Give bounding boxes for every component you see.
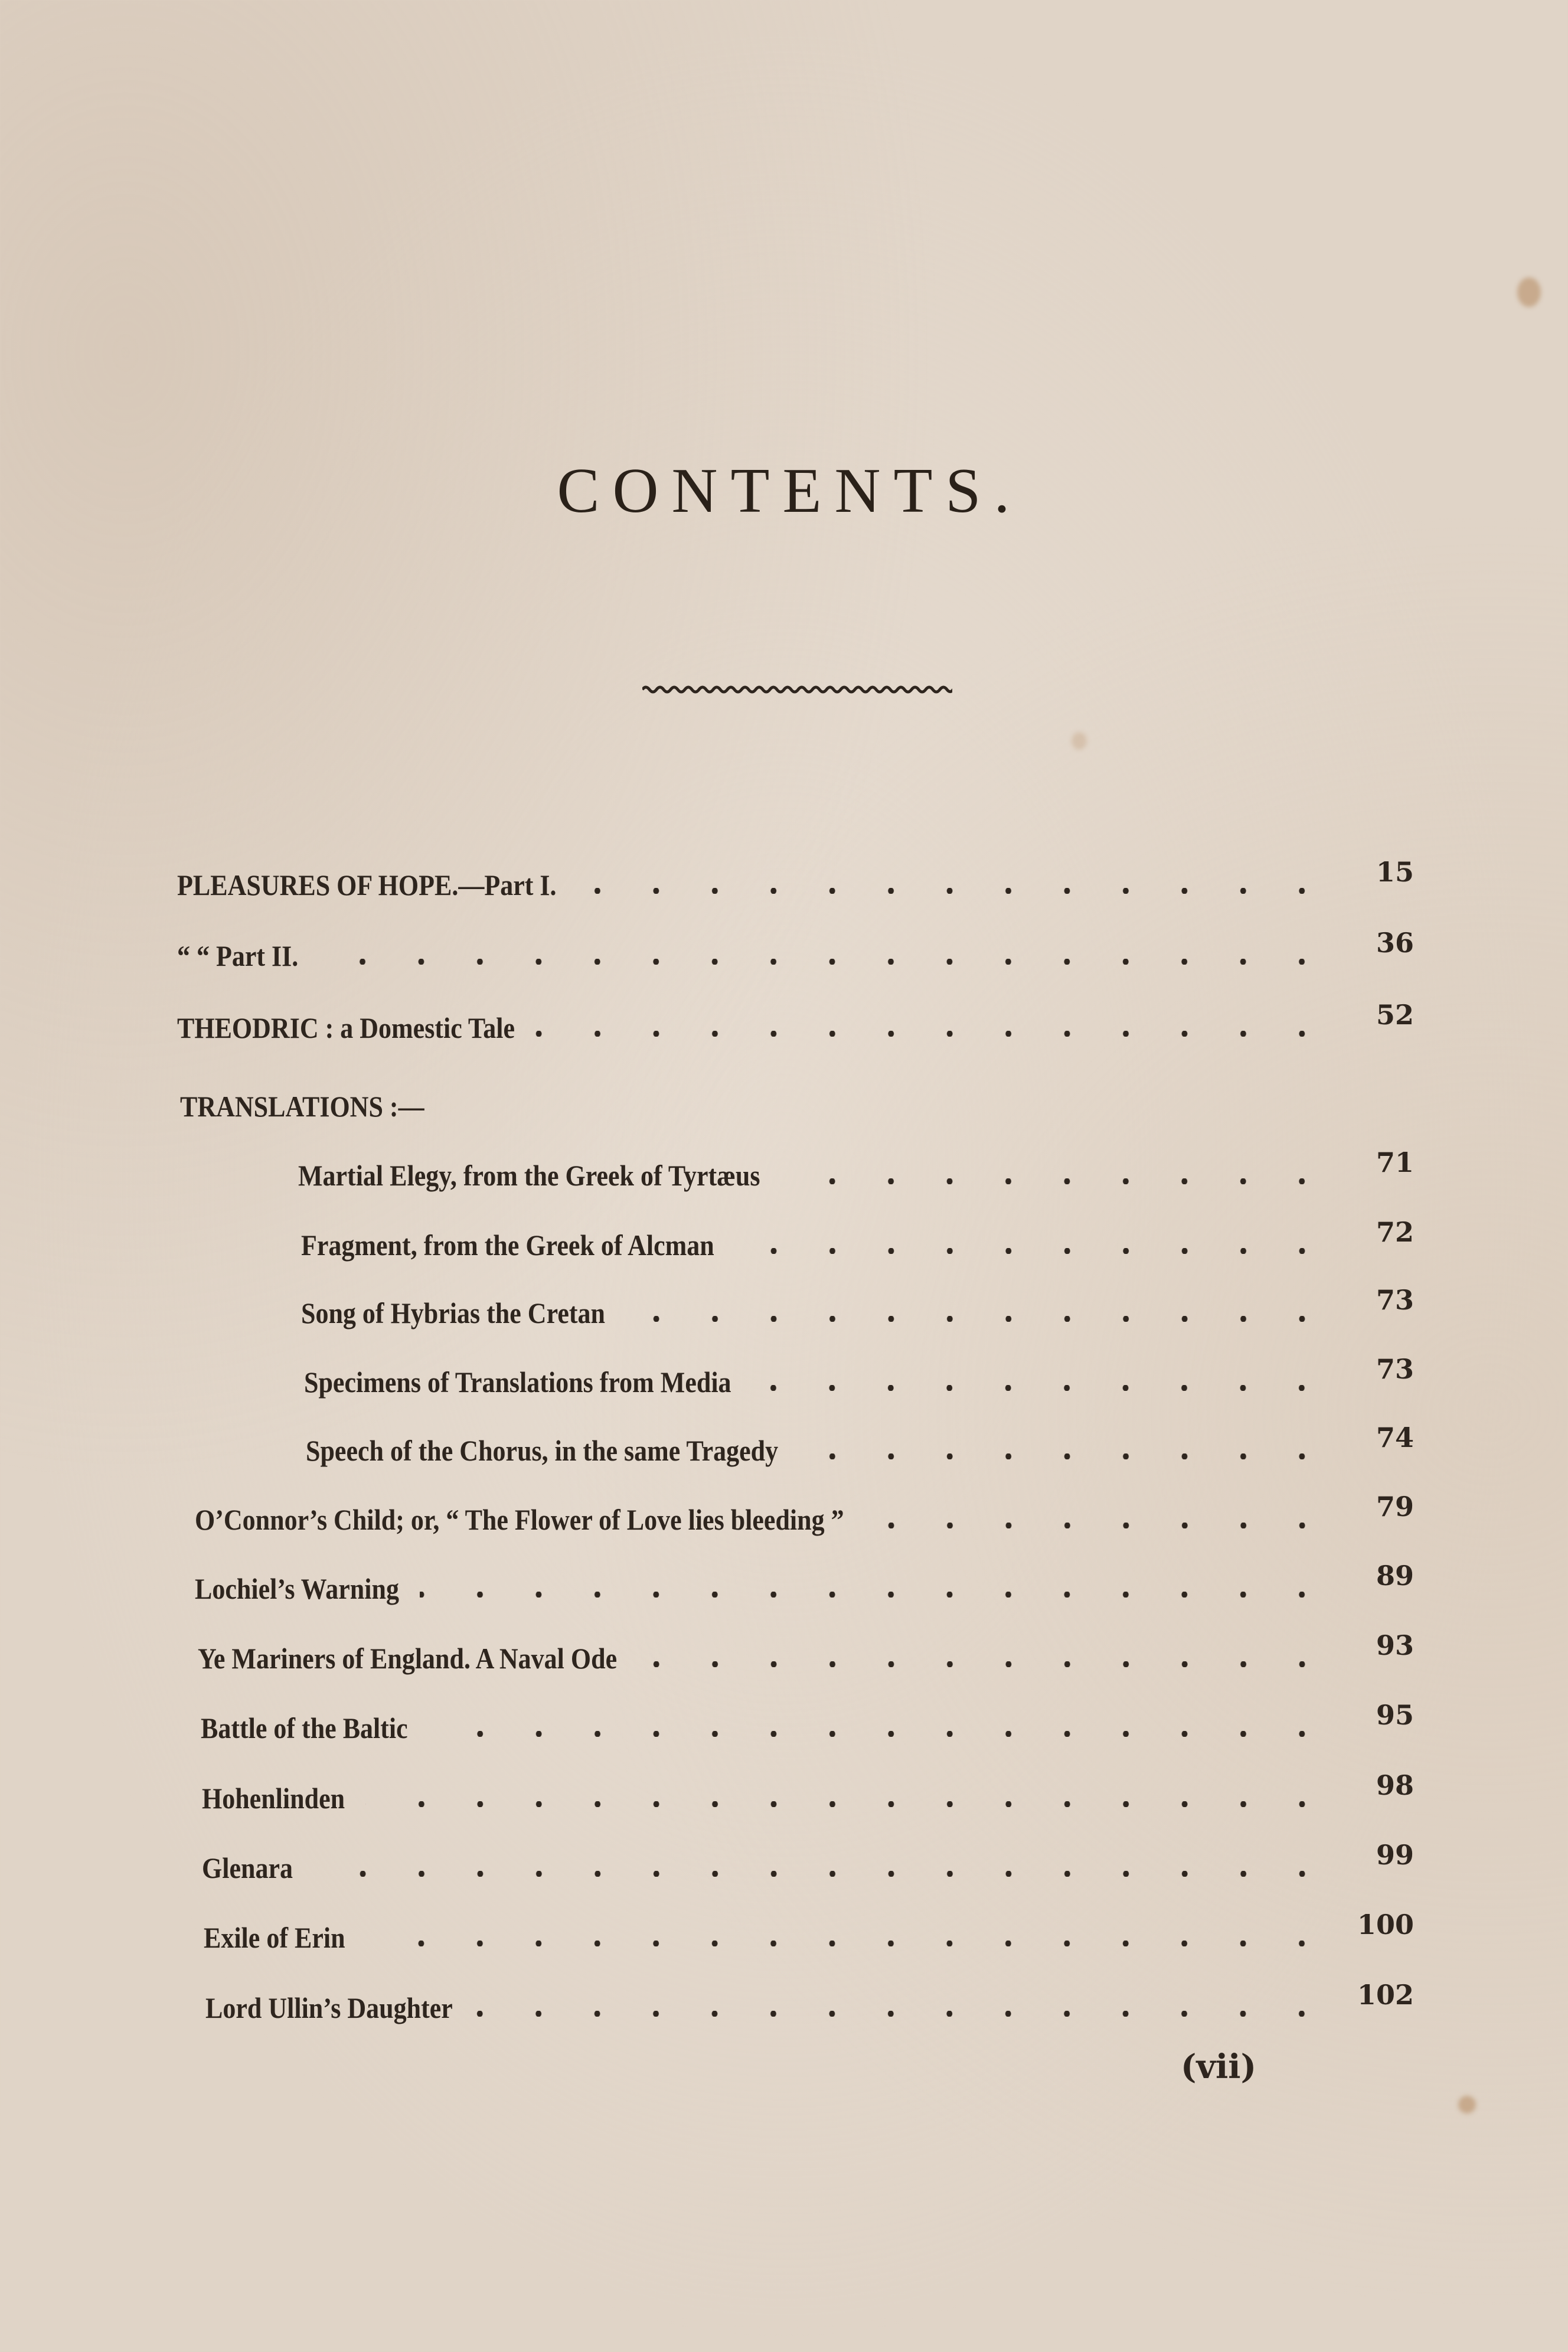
dot-leader	[429, 1731, 1331, 1737]
toc-entry[interactable]	[0, 1851, 1380, 1898]
toc-entry-title: Song of Hybrias the Cretan	[300, 1296, 605, 1329]
toc-entry-title: Lochiel’s Warning	[195, 1572, 399, 1605]
toc-entry[interactable]	[0, 1991, 1380, 2038]
dot-leader	[473, 2011, 1331, 2017]
toc-page-number: 52	[1376, 999, 1414, 1031]
toc-entry[interactable]	[0, 1502, 1380, 1550]
toc-entry[interactable]	[0, 1781, 1380, 1828]
toc-entry[interactable]	[0, 1920, 1380, 1968]
toc-entry-title: THEODRIC : a Domestic Tale	[177, 1011, 515, 1044]
toc-entry[interactable]	[0, 1011, 1380, 1058]
toc-entry-title: Speech of the Chorus, in the same Tragedy	[305, 1434, 779, 1467]
toc-page-number: 98	[1376, 1769, 1414, 1801]
toc-entry[interactable]	[0, 1365, 1380, 1412]
dot-leader	[781, 1178, 1331, 1184]
toc-entry-title: O’Connor’s Child; or, “ The Flower of Love lies bleeding ”	[195, 1503, 844, 1536]
toc-page-number: 95	[1376, 1699, 1414, 1731]
toc-page-number: 71	[1376, 1146, 1414, 1178]
toc-entry-title: Battle of the Baltic	[200, 1711, 408, 1745]
foxing-spot	[1072, 732, 1087, 750]
toc-entry-title: Exile of Erin	[203, 1921, 345, 1954]
toc-entry-title: Glenara	[201, 1851, 293, 1884]
toc-page-number: 36	[1376, 927, 1414, 959]
toc-entry-title: Martial Elegy, from the Greek of Tyrtæus	[298, 1159, 760, 1192]
wavy-rule-ornament	[642, 679, 952, 697]
toc-entry-title: Fragment, from the Greek of Alcman	[300, 1229, 714, 1262]
toc-entry[interactable]	[0, 939, 1380, 986]
toc-entry-title: Lord Ullin’s Daughter	[205, 1991, 453, 2024]
toc-entry-title: “ “ Part II.	[177, 939, 299, 972]
toc-page-number: 100	[1357, 1909, 1414, 1941]
dot-leader	[319, 959, 1331, 965]
dot-leader	[799, 1453, 1331, 1459]
dot-leader	[735, 1248, 1331, 1254]
toc-page-number: 99	[1376, 1839, 1414, 1871]
toc-entry[interactable]	[0, 1296, 1380, 1343]
toc-page-number: 102	[1357, 1979, 1414, 2011]
toc-entry-title: PLEASURES OF HOPE.—Part I.	[177, 868, 557, 901]
dot-leader	[535, 1031, 1331, 1037]
toc-entry[interactable]	[0, 1572, 1380, 1619]
dot-leader	[752, 1385, 1331, 1391]
foxing-spot	[1517, 277, 1541, 307]
toc-page-number: 73	[1376, 1284, 1414, 1316]
toc-page-number: 15	[1376, 856, 1414, 888]
toc-entry[interactable]	[0, 1228, 1380, 1275]
toc-page-number: 89	[1376, 1560, 1414, 1592]
dot-leader	[626, 1316, 1331, 1322]
toc-page-number: 74	[1376, 1422, 1414, 1453]
dot-leader	[577, 888, 1331, 894]
dot-leader	[420, 1592, 1331, 1598]
toc-entry[interactable]	[0, 1158, 1380, 1206]
dot-leader	[366, 1941, 1331, 1946]
toc-entry-title: Specimens of Translations from Media	[303, 1366, 731, 1399]
toc-entry[interactable]	[0, 868, 1380, 915]
toc-entry-title: Ye Mariners of England. A Naval Ode	[197, 1642, 618, 1675]
toc-page-number: 72	[1376, 1216, 1414, 1248]
toc-entry[interactable]	[0, 1433, 1380, 1481]
foxing-spot	[1458, 2096, 1476, 2113]
dot-leader	[865, 1523, 1331, 1528]
toc-entry[interactable]	[0, 1641, 1380, 1688]
toc-page-number: 79	[1376, 1491, 1414, 1523]
dot-leader	[313, 1871, 1331, 1877]
dot-leader	[365, 1801, 1331, 1807]
page-title: CONTENTS.	[557, 456, 1023, 526]
toc-page-number: 73	[1376, 1353, 1414, 1385]
toc-entry[interactable]	[0, 1711, 1380, 1758]
toc-entry[interactable]	[0, 1089, 1380, 1136]
toc-page-number: 93	[1376, 1629, 1414, 1661]
page-folio: (vii)	[1181, 2047, 1257, 2086]
dot-leader	[638, 1661, 1331, 1667]
toc-entry-title: Hohenlinden	[201, 1782, 345, 1815]
toc-entry-title: TRANSLATIONS :—	[179, 1090, 424, 1123]
